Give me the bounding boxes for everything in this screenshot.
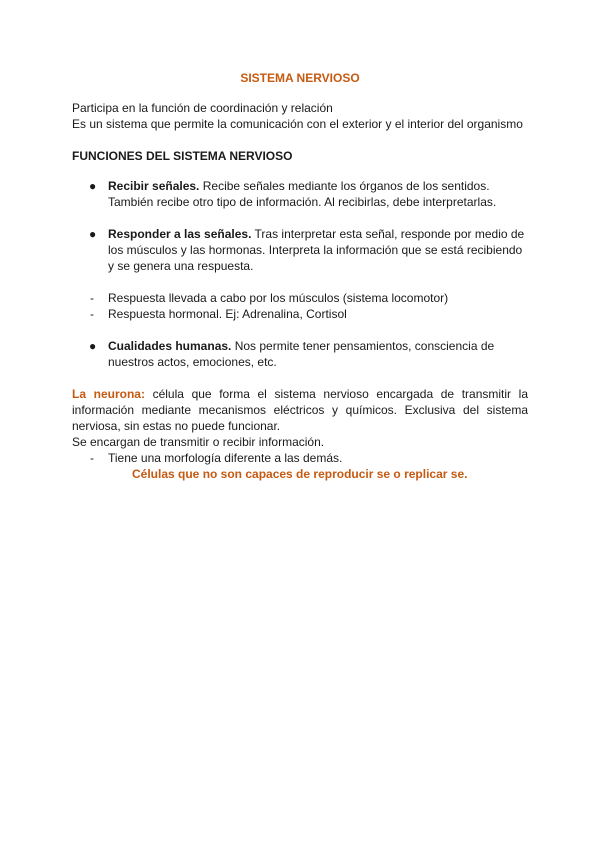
response-list xyxy=(72,290,528,322)
bullet-dot-icon: ● xyxy=(89,227,97,241)
neurona-dash-text: Tiene una morfología diferente a las demás. xyxy=(108,451,343,465)
bullet-cualidades-humanas xyxy=(72,338,528,370)
bullet-bold-label: Responder a las señales. xyxy=(108,227,252,241)
bullet-dot-icon: ● xyxy=(89,339,97,353)
neurona-paragraph xyxy=(72,386,528,434)
neurona-label: La neurona: xyxy=(72,387,145,401)
bullet-text: Recibe señales mediante los órganos de los sentidos. También recibe otro tipo de información. Al recibirlas, debe interpretarlas. xyxy=(108,179,497,209)
response-item xyxy=(72,290,528,306)
intro-line-1: Participa en la función de coordinación y relación xyxy=(72,101,333,115)
neurona-highlight: Células que no son capaces de reproducir se o replicar se. xyxy=(132,467,468,481)
response-item-text: Respuesta llevada a cabo por los músculos (sistema locomotor) xyxy=(108,291,449,305)
response-item-text: Respuesta hormonal. Ej: Adrenalina, Cortisol xyxy=(108,307,347,321)
dash-icon: - xyxy=(90,307,94,321)
document-page xyxy=(72,70,528,482)
bullet-text: Tras interpretar esta señal, responde por medio de los músculos y las hormonas. Interpreta la información que se está recibiendo y se genera una respuesta. xyxy=(108,227,525,273)
intro-line-2: Es un sistema que permite la comunicación con el exterior y el interior del organismo xyxy=(72,117,523,131)
bullet-dot-icon: ● xyxy=(89,179,97,193)
bullet-responder-senales xyxy=(72,226,528,274)
neurona-text: célula que forma el sistema nervioso encargada de transmitir la información mediante mecanismos eléctricos y químicos. Exclusiva del sistema nerviosa, sin estas no puede funcionar. xyxy=(72,387,529,433)
neurona-line-2: Se encargan de transmitir o recibir información. xyxy=(72,435,325,449)
document-title: SISTEMA NERVIOSO xyxy=(240,71,360,85)
section-heading: FUNCIONES DEL SISTEMA NERVIOSO xyxy=(72,149,293,163)
dash-icon: - xyxy=(90,451,94,465)
neurona-dash-item xyxy=(72,450,528,466)
response-item xyxy=(72,306,528,322)
dash-icon: - xyxy=(90,291,94,305)
bullet-bold-label: Recibir señales. xyxy=(108,179,200,193)
bullet-recibir-senales xyxy=(72,178,528,210)
bullet-text: Nos permite tener pensamientos, consciencia de nuestros actos, emociones, etc. xyxy=(108,339,495,369)
bullet-bold-label: Cualidades humanas. xyxy=(108,339,232,353)
